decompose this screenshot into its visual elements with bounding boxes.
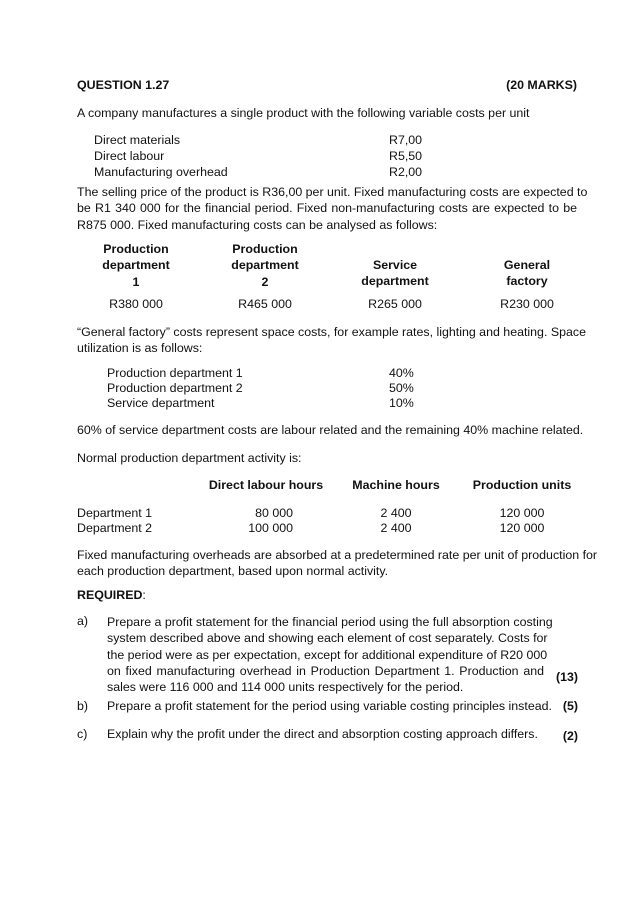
paragraph-line: R875 000. Fixed manufacturing costs can be analysed as follows: (77, 217, 438, 232)
item-letter: a) (77, 614, 89, 628)
required-heading (77, 588, 146, 602)
item-letter: c) (77, 727, 88, 741)
selling-price-paragraph (77, 184, 588, 233)
paragraph-line: Fixed manufacturing overheads are absorbed at a predetermined rate per unit of production for (77, 548, 598, 562)
paragraph-line: be R1 340 000 for the financial period. Fixed non-manufacturing costs are expected to be (77, 201, 577, 216)
header-line: Service (372, 258, 418, 272)
item-letter: b) (77, 699, 89, 713)
required-heading-colon: : (142, 588, 146, 602)
header-line: department (102, 258, 170, 273)
header-line: department (231, 258, 299, 273)
paragraph-line: “General factory” costs represent space costs, for example rates, lighting and heating. Space (77, 325, 586, 339)
header-line: department (361, 274, 429, 289)
activity-cell: 100 000 (248, 521, 293, 535)
item-line: the period were as per expectation, except for additional expenditure of R20 000 (107, 647, 548, 662)
activity-header: Direct labour hours (208, 478, 324, 492)
activity-cell: 120 000 (499, 506, 545, 520)
item-marks: (5) (562, 699, 578, 713)
space-value: 50% (389, 381, 414, 395)
activity-cell: 120 000 (499, 521, 545, 535)
item-text (107, 614, 553, 695)
cost-value: R5,50 (389, 149, 423, 163)
dept-header-production-2 (216, 241, 314, 290)
item-line: system described above and showing each element of cost separately. Costs for (107, 631, 548, 646)
header-line: 2 (261, 274, 269, 289)
activity-cell: 2 400 (380, 521, 412, 535)
header-line: Production (232, 242, 298, 256)
space-label: Production department 1 (107, 366, 243, 380)
paragraph-line: each production department, based upon normal activity. (77, 564, 389, 579)
dept-cost-value: R265 000 (368, 297, 422, 311)
cost-value: R2,00 (389, 165, 423, 179)
item-marks: (2) (562, 729, 578, 743)
cost-label: Direct labour (94, 149, 165, 163)
activity-header: Machine hours (352, 478, 440, 492)
dept-cost-value: R230 000 (500, 297, 554, 311)
item-line: on fixed manufacturing overhead in Production Department 1. Production and (107, 663, 544, 678)
cost-label: Manufacturing overhead (94, 165, 228, 179)
activity-intro: Normal production department activity is: (77, 451, 302, 465)
dept-cost-value: R465 000 (238, 297, 292, 311)
service-note: 60% of service department costs are labour related and the remaining 40% machine related. (77, 423, 584, 437)
header-line: 1 (132, 274, 140, 289)
activity-row-label: Department 1 (77, 506, 153, 520)
activity-cell: 80 000 (255, 506, 293, 520)
paragraph-line: The selling price of the product is R36,00 per unit. Fixed manufacturing costs are expected to (77, 185, 588, 199)
cost-value: R7,00 (389, 133, 423, 147)
item-line: sales were 116 000 and 114 000 units respectively for the period. (107, 680, 464, 695)
dept-header-production-1 (88, 241, 184, 290)
header-line: General (503, 258, 551, 272)
item-line: Prepare a profit statement for the period using variable costing principles instead. (107, 699, 552, 713)
item-line: Prepare a profit statement for the financial period using the full absorption costing (107, 615, 553, 629)
space-value: 40% (389, 366, 414, 380)
header-line: Production (103, 242, 169, 256)
space-label: Production department 2 (107, 381, 243, 395)
header-line: factory (506, 274, 548, 289)
dept-header-general-factory (477, 257, 577, 290)
cost-label: Direct materials (94, 133, 181, 147)
paragraph-line: utilization is as follows: (77, 341, 203, 356)
item-line: Explain why the profit under the direct and absorption costing approach differs. (107, 727, 538, 741)
space-value: 10% (389, 396, 414, 410)
activity-header: Production units (472, 478, 572, 492)
activity-row-label: Department 2 (77, 521, 153, 535)
activity-cell: 2 400 (380, 506, 412, 520)
question-title: QUESTION 1.27 (77, 78, 170, 92)
dept-cost-value: R380 000 (109, 297, 163, 311)
intro-text: A company manufactures a single product with the following variable costs per unit (77, 106, 530, 120)
required-heading-text: REQUIRED (77, 588, 143, 602)
dept-header-service (345, 257, 445, 290)
space-label: Service department (107, 396, 215, 410)
general-factory-paragraph (77, 324, 586, 357)
question-marks: (20 MARKS) (506, 78, 577, 92)
absorption-paragraph (77, 547, 598, 580)
item-marks: (13) (555, 670, 578, 684)
